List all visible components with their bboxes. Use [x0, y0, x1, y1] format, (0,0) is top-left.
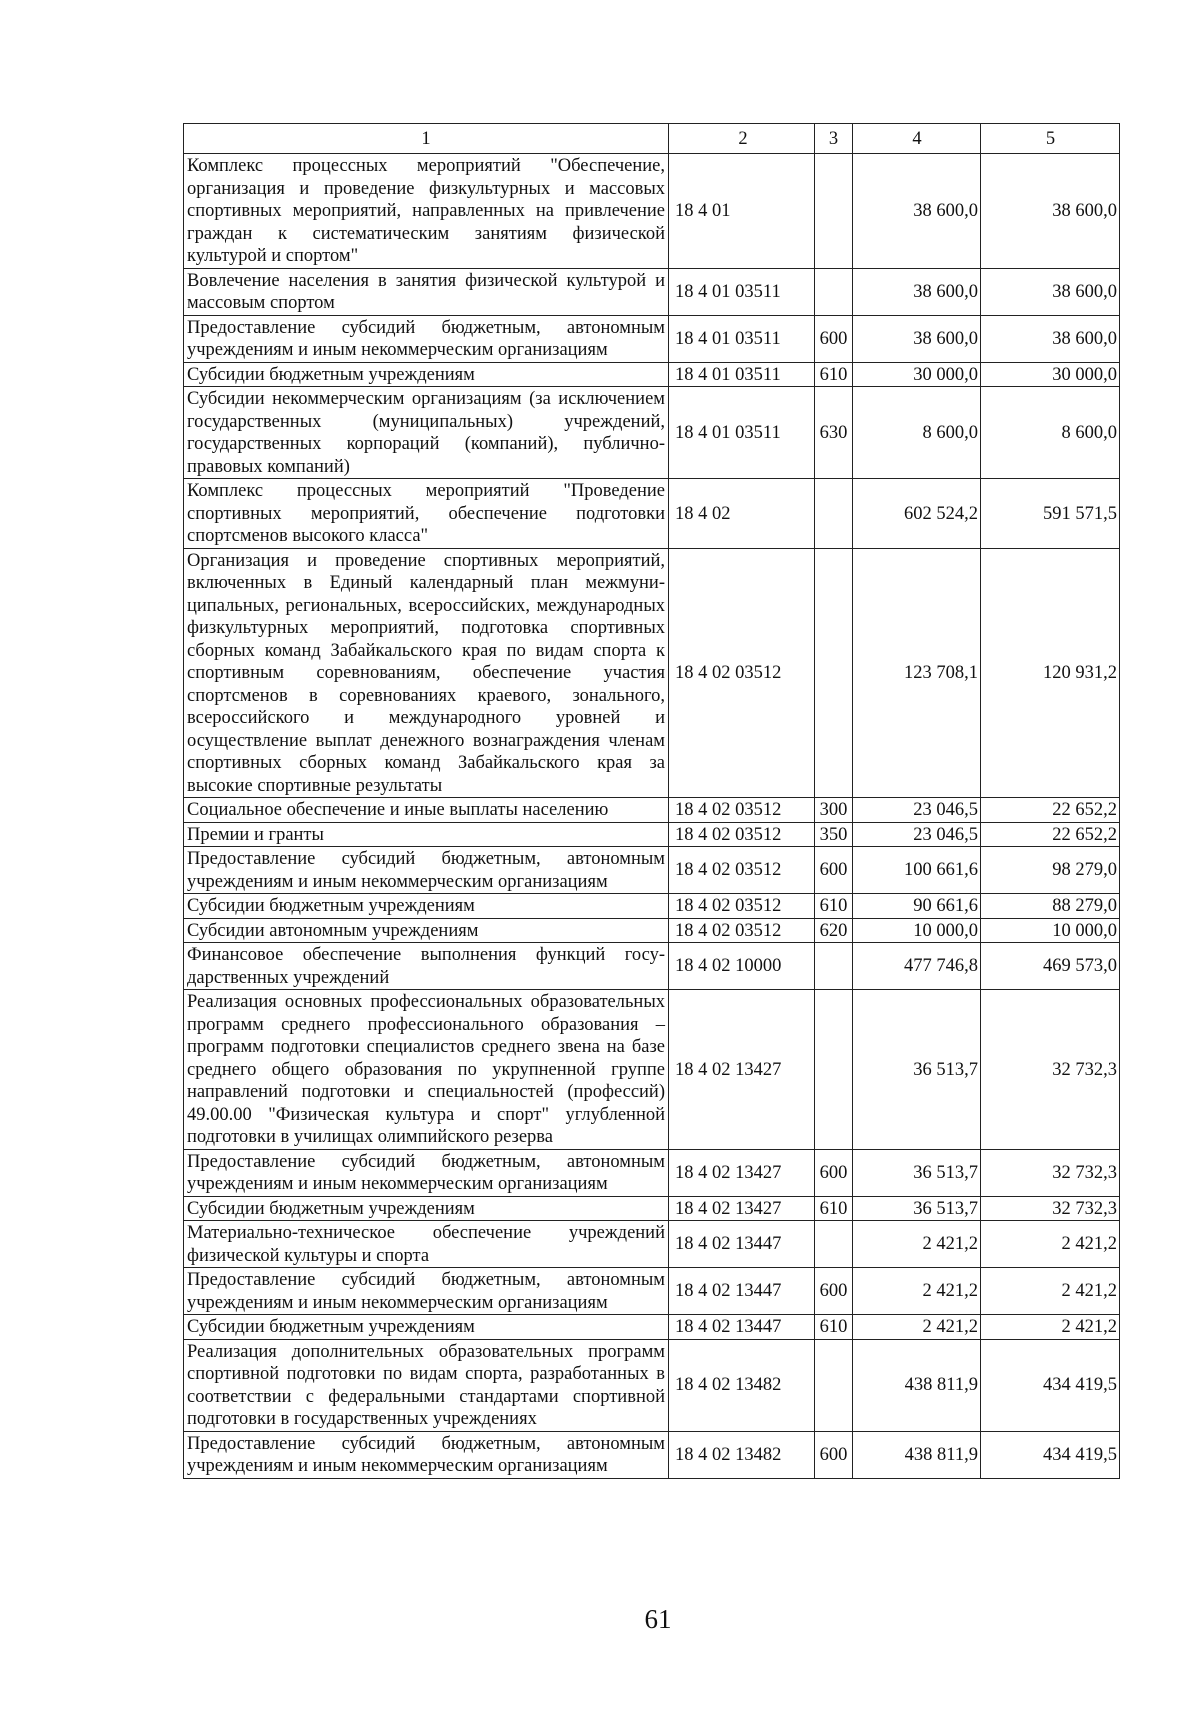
- row-amount-col5: 2 421,2: [981, 1268, 1120, 1315]
- table-row: [184, 798, 1120, 823]
- row-amount-col5: 434 419,5: [981, 1339, 1120, 1431]
- table-row: [184, 387, 1120, 479]
- table-row: [184, 943, 1120, 990]
- row-amount-col5: 38 600,0: [981, 154, 1120, 269]
- row-description: Субсидии некоммерческим организациям (за исключением государственных (муниципальных) учреждений, государственных корпораций (компаний), публично-правовых компаний): [184, 387, 669, 479]
- row-code: 18 4 02 03512: [669, 798, 815, 823]
- row-type-code: 630: [815, 387, 853, 479]
- row-amount-col4: 2 421,2: [853, 1315, 981, 1340]
- row-amount-col5: 469 573,0: [981, 943, 1120, 990]
- row-description: Реализация основных профессиональных образовательных программ среднего профессионального образования – программ подготовки специалистов среднего звена на базе среднего общего образования по укрупненной группе направлений подготовки и специальностей (профессий) 49.00.00 "Физическая культура и спорт" углубленной подготовки в училищах олимпийского резерва: [184, 990, 669, 1150]
- table-row: [184, 822, 1120, 847]
- row-description: Субсидии бюджетным учреждениям: [184, 894, 669, 919]
- budget-table: [183, 123, 1120, 1479]
- row-code: 18 4 02 03512: [669, 918, 815, 943]
- table-body: [184, 124, 1120, 1479]
- row-code: 18 4 02 03512: [669, 894, 815, 919]
- row-amount-col5: 32 732,3: [981, 1196, 1120, 1221]
- row-amount-col5: 32 732,3: [981, 990, 1120, 1150]
- row-code: 18 4 01 03511: [669, 268, 815, 315]
- row-amount-col4: 477 746,8: [853, 943, 981, 990]
- table-row: [184, 154, 1120, 269]
- row-amount-col5: 98 279,0: [981, 847, 1120, 894]
- row-amount-col4: 36 513,7: [853, 990, 981, 1150]
- row-description: Материально-техническое обеспечение учреждений физической культуры и спорта: [184, 1221, 669, 1268]
- table-row: [184, 548, 1120, 798]
- row-code: 18 4 02 13427: [669, 1149, 815, 1196]
- row-description: Финансовое обеспечение выполнения функций государственных учреждений: [184, 943, 669, 990]
- row-amount-col5: 120 931,2: [981, 548, 1120, 798]
- row-code: 18 4 02 13427: [669, 990, 815, 1150]
- row-description: Субсидии бюджетным учреждениям: [184, 1315, 669, 1340]
- row-code: 18 4 02 03512: [669, 822, 815, 847]
- table-row: [184, 479, 1120, 549]
- row-description: Социальное обеспечение и иные выплаты населению: [184, 798, 669, 823]
- row-amount-col5: 38 600,0: [981, 315, 1120, 362]
- row-type-code: 600: [815, 847, 853, 894]
- row-description: Предоставление субсидий бюджетным, автономным учреждениям и иным некоммерческим организациям: [184, 847, 669, 894]
- row-amount-col4: 438 811,9: [853, 1431, 981, 1478]
- column-header-2: 2: [669, 124, 815, 154]
- row-amount-col4: 2 421,2: [853, 1221, 981, 1268]
- row-type-code: 600: [815, 1431, 853, 1478]
- row-type-code: 620: [815, 918, 853, 943]
- row-type-code: 300: [815, 798, 853, 823]
- table-row: [184, 894, 1120, 919]
- row-code: 18 4 01 03511: [669, 362, 815, 387]
- table-row: [184, 1268, 1120, 1315]
- row-description: Премии и гранты: [184, 822, 669, 847]
- row-amount-col5: 30 000,0: [981, 362, 1120, 387]
- row-amount-col5: 8 600,0: [981, 387, 1120, 479]
- row-code: 18 4 02 03512: [669, 847, 815, 894]
- row-amount-col4: 36 513,7: [853, 1196, 981, 1221]
- row-code: 18 4 02: [669, 479, 815, 549]
- row-amount-col4: 8 600,0: [853, 387, 981, 479]
- row-amount-col4: 100 661,6: [853, 847, 981, 894]
- row-type-code: 610: [815, 362, 853, 387]
- row-code: 18 4 02 03512: [669, 548, 815, 798]
- row-amount-col5: 22 652,2: [981, 822, 1120, 847]
- row-type-code: [815, 1339, 853, 1431]
- row-type-code: 610: [815, 1315, 853, 1340]
- row-type-code: 610: [815, 894, 853, 919]
- row-type-code: 600: [815, 315, 853, 362]
- row-amount-col5: 22 652,2: [981, 798, 1120, 823]
- row-code: 18 4 02 13482: [669, 1339, 815, 1431]
- table-row: [184, 1149, 1120, 1196]
- table-row: [184, 918, 1120, 943]
- table-row: [184, 1315, 1120, 1340]
- row-code: 18 4 02 13447: [669, 1268, 815, 1315]
- table-row: [184, 847, 1120, 894]
- row-description: Предоставление субсидий бюджетным, автономным учреждениям и иным некоммерческим организациям: [184, 1149, 669, 1196]
- row-description: Субсидии бюджетным учреждениям: [184, 1196, 669, 1221]
- table-row: [184, 362, 1120, 387]
- row-amount-col5: 32 732,3: [981, 1149, 1120, 1196]
- row-type-code: 350: [815, 822, 853, 847]
- row-description: Субсидии бюджетным учреждениям: [184, 362, 669, 387]
- row-type-code: [815, 268, 853, 315]
- row-description: Комплекс процессных мероприятий "Обеспечение, организация и проведение физкультурных и массовых спортивных мероприятий, направленных на привлечение граждан к систематическим занятиям физической культурой и спортом": [184, 154, 669, 269]
- row-type-code: [815, 943, 853, 990]
- row-amount-col5: 38 600,0: [981, 268, 1120, 315]
- row-type-code: 600: [815, 1268, 853, 1315]
- row-code: 18 4 02 10000: [669, 943, 815, 990]
- row-amount-col4: 38 600,0: [853, 315, 981, 362]
- row-code: 18 4 02 13447: [669, 1315, 815, 1340]
- row-code: 18 4 02 13447: [669, 1221, 815, 1268]
- row-amount-col4: 23 046,5: [853, 822, 981, 847]
- row-type-code: [815, 990, 853, 1150]
- table-row: [184, 1431, 1120, 1478]
- row-type-code: 610: [815, 1196, 853, 1221]
- row-amount-col4: 30 000,0: [853, 362, 981, 387]
- table-row: [184, 315, 1120, 362]
- row-amount-col4: 38 600,0: [853, 268, 981, 315]
- row-code: 18 4 02 13482: [669, 1431, 815, 1478]
- row-description: Комплекс процессных мероприятий "Проведение спортивных мероприятий, обеспечение подготовки спортсменов высокого класса": [184, 479, 669, 549]
- table-row: [184, 1221, 1120, 1268]
- row-amount-col5: 2 421,2: [981, 1315, 1120, 1340]
- row-type-code: [815, 1221, 853, 1268]
- column-header-3: 3: [815, 124, 853, 154]
- row-type-code: 600: [815, 1149, 853, 1196]
- row-description: Организация и проведение спортивных мероприятий, включенных в Единый календарный план межмуниципальных, региональных, всероссийских, международных физкультурных мероприятий, подготовка спортивных сборных команд Забайкальского края по видам спорта к спортивным соревнованиям, обеспечение участия спортсменов в соревнованиях краевого, зонального, всероссийского и международного уровней и осуществление выплат денежного вознаграждения членам спортивных сборных команд Забайкальского края за высокие спортивные результаты: [184, 548, 669, 798]
- column-header-4: 4: [853, 124, 981, 154]
- table-row: [184, 1339, 1120, 1431]
- row-description: Предоставление субсидий бюджетным, автономным учреждениям и иным некоммерческим организациям: [184, 315, 669, 362]
- row-type-code: [815, 154, 853, 269]
- table-row: [184, 1196, 1120, 1221]
- row-description: Субсидии автономным учреждениям: [184, 918, 669, 943]
- column-header-1: 1: [184, 124, 669, 154]
- row-code: 18 4 01: [669, 154, 815, 269]
- row-description: Предоставление субсидий бюджетным, автономным учреждениям и иным некоммерческим организациям: [184, 1268, 669, 1315]
- row-amount-col5: 10 000,0: [981, 918, 1120, 943]
- row-amount-col4: 123 708,1: [853, 548, 981, 798]
- row-amount-col4: 36 513,7: [853, 1149, 981, 1196]
- page-number: 61: [644, 1604, 672, 1634]
- row-amount-col5: 2 421,2: [981, 1221, 1120, 1268]
- row-amount-col5: 88 279,0: [981, 894, 1120, 919]
- row-description: Реализация дополнительных образовательных программ спортивной подготовки по видам спорта, разработанных в соответствии с федеральными стандартами спортивной подготовки в государственных учреждениях: [184, 1339, 669, 1431]
- row-amount-col5: 434 419,5: [981, 1431, 1120, 1478]
- row-description: Предоставление субсидий бюджетным, автономным учреждениям и иным некоммерческим организациям: [184, 1431, 669, 1478]
- row-amount-col5: 591 571,5: [981, 479, 1120, 549]
- row-code: 18 4 01 03511: [669, 315, 815, 362]
- row-amount-col4: 90 661,6: [853, 894, 981, 919]
- column-header-5: 5: [981, 124, 1120, 154]
- row-amount-col4: 438 811,9: [853, 1339, 981, 1431]
- row-description: Вовлечение населения в занятия физической культурой и массовым спортом: [184, 268, 669, 315]
- table-header-row: [184, 124, 1120, 154]
- row-code: 18 4 01 03511: [669, 387, 815, 479]
- row-amount-col4: 10 000,0: [853, 918, 981, 943]
- row-type-code: [815, 548, 853, 798]
- table-row: [184, 990, 1120, 1150]
- row-amount-col4: 2 421,2: [853, 1268, 981, 1315]
- row-amount-col4: 38 600,0: [853, 154, 981, 269]
- row-type-code: [815, 479, 853, 549]
- table-row: [184, 268, 1120, 315]
- row-amount-col4: 23 046,5: [853, 798, 981, 823]
- row-code: 18 4 02 13427: [669, 1196, 815, 1221]
- row-amount-col4: 602 524,2: [853, 479, 981, 549]
